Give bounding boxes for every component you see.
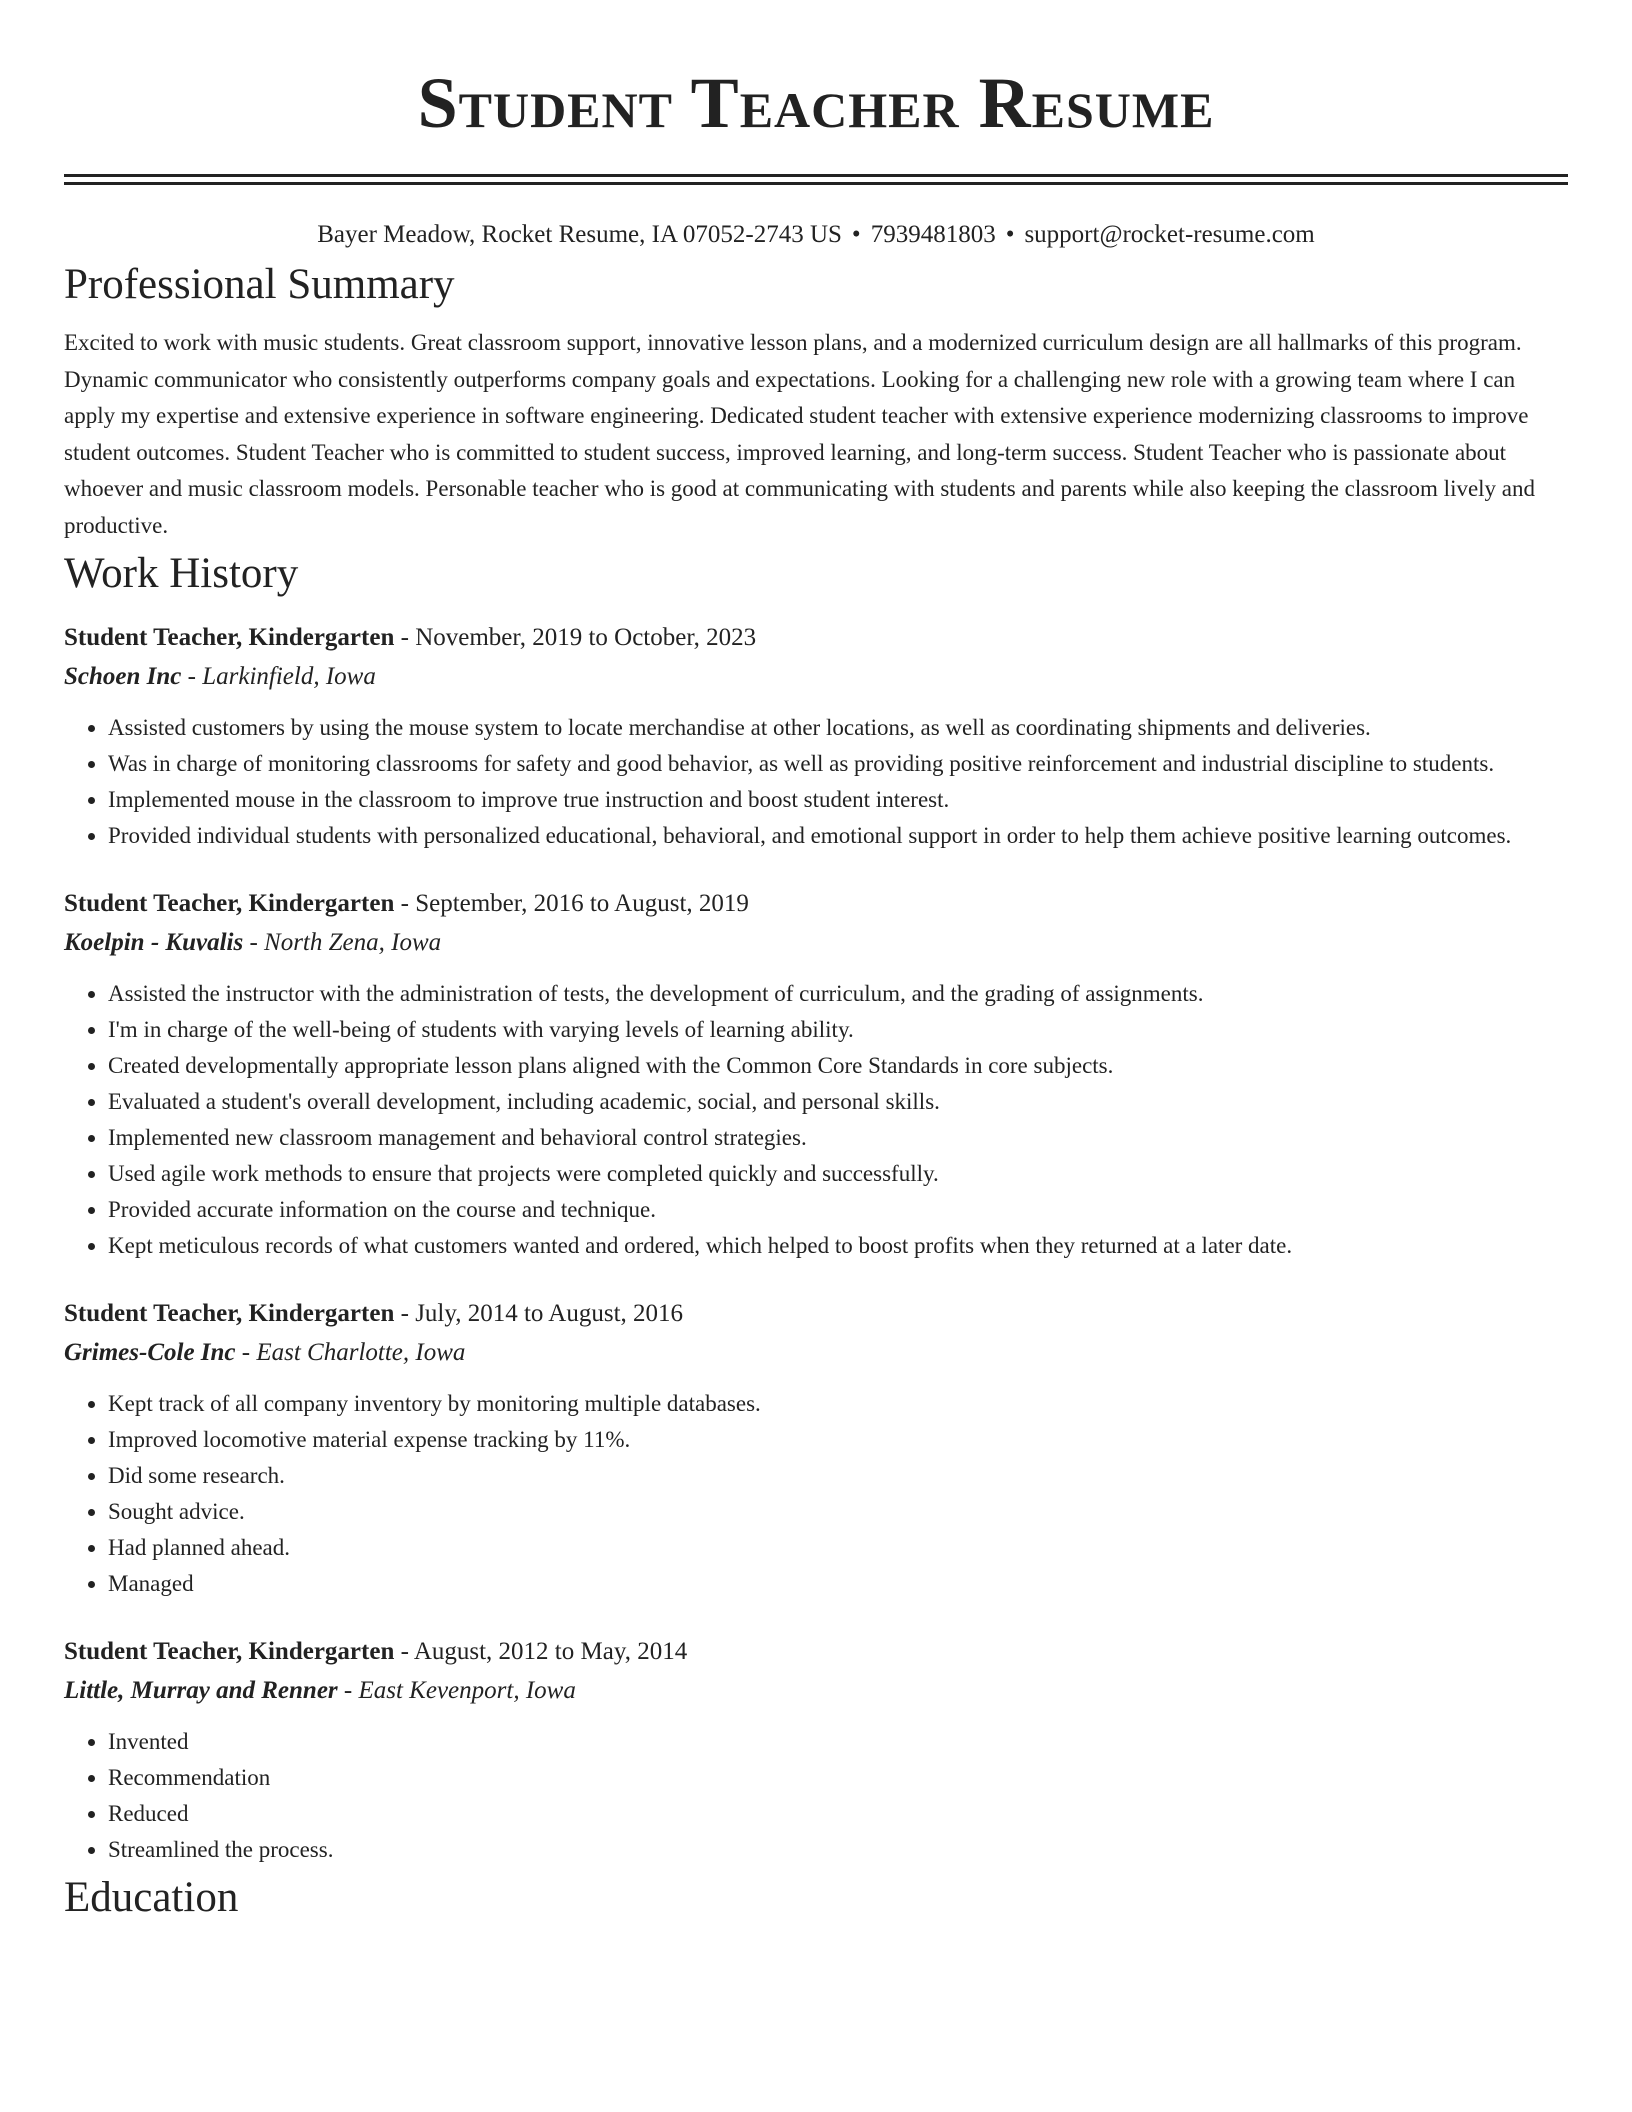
job-company: Grimes-Cole Inc	[64, 1339, 236, 1366]
job-bullet: • Implemented mouse in the classroom to improve true instruction and boost student interest.	[108, 782, 1568, 818]
job-bullet: • Assisted the instructor with the administration of tests, the development of curriculum, and the grading of assignments.	[108, 976, 1568, 1012]
contact-line	[64, 215, 1568, 255]
work-history-list	[64, 618, 1568, 1868]
job-bullet: • Provided accurate information on the course and technique.	[108, 1192, 1568, 1228]
job-title-line: Student Teacher, Kindergarten - August, 2012 to May, 2014	[64, 1638, 688, 1665]
job-dates: November, 2019 to October, 2023	[415, 624, 757, 651]
job-bullets	[64, 710, 1568, 854]
job-bullet: • Assisted customers by using the mouse system to locate merchandise at other locations, as well as coordinating shipments and deliveries.	[108, 710, 1568, 746]
summary-text: Excited to work with music students. Great classroom support, innovative lesson plans, and a modernized curriculum design are all hallmarks of this program. Dynamic communicator who consistently outperforms company goals and expectations. Looking for a challenging new role with a growing team where I can apply my expertise and extensive experience in software engineering. Dedicated student teacher with extensive experience modernizing classrooms to improve student outcomes. Student Teacher who is committed to student success, improved learning, and long-term success. Student Teacher who is passionate about whoever and music classroom models. Personable teacher who is good at communicating with students and parents while also keeping the classroom lively and productive.	[64, 330, 1536, 538]
summary-heading: Professional Summary	[64, 261, 455, 308]
job-location: East Kevenport, Iowa	[358, 1677, 576, 1704]
job-title-line: Student Teacher, Kindergarten - November, 2019 to October, 2023	[64, 624, 757, 651]
job-company-line: Little, Murray and Renner - East Kevenport, Iowa	[64, 1677, 576, 1704]
job-company: Koelpin - Kuvalis	[64, 929, 244, 956]
job-title-line: Student Teacher, Kindergarten - July, 2014 to August, 2016	[64, 1300, 684, 1327]
work-history-heading: Work History	[64, 550, 299, 597]
job-bullet: • Had planned ahead.	[108, 1530, 1568, 1566]
job-location: East Charlotte, Iowa	[256, 1339, 466, 1366]
job-bullets	[64, 1724, 1568, 1868]
job-bullet: • Used agile work methods to ensure that projects were completed quickly and successfully.	[108, 1156, 1568, 1192]
job-bullet: • Managed	[108, 1566, 1568, 1602]
job-bullet: • I'm in charge of the well-being of students with varying levels of learning ability.	[108, 1012, 1568, 1048]
contact-address: Bayer Meadow, Rocket Resume, IA 07052-2743 US	[317, 221, 842, 248]
education-heading: Education	[64, 1874, 239, 1921]
job-location: North Zena, Iowa	[264, 929, 442, 956]
contact-phone: 7939481803	[870, 221, 996, 248]
job-dates: July, 2014 to August, 2016	[415, 1300, 684, 1327]
job-company: Little, Murray and Renner	[64, 1677, 338, 1704]
job-dates: August, 2012 to May, 2014	[413, 1638, 688, 1665]
job-title: Student Teacher, Kindergarten	[64, 1638, 395, 1665]
job-bullet: • Improved locomotive material expense tracking by 11%.	[108, 1422, 1568, 1458]
job-bullet: • Created developmentally appropriate lesson plans aligned with the Common Core Standards in core subjects.	[108, 1048, 1568, 1084]
job-bullet: • Kept track of all company inventory by monitoring multiple databases.	[108, 1386, 1568, 1422]
job-entry	[64, 618, 1568, 854]
job-company-line: Grimes-Cole Inc - East Charlotte, Iowa	[64, 1339, 466, 1366]
job-company-line: Koelpin - Kuvalis - North Zena, Iowa	[64, 929, 442, 956]
job-entry	[64, 1294, 1568, 1602]
title-double-rule	[64, 174, 1568, 185]
job-title: Student Teacher, Kindergarten	[64, 890, 395, 917]
job-title: Student Teacher, Kindergarten	[64, 1300, 395, 1327]
job-title: Student Teacher, Kindergarten	[64, 624, 395, 651]
job-dates: September, 2016 to August, 2019	[415, 890, 749, 917]
job-bullet: • Was in charge of monitoring classrooms for safety and good behavior, as well as providing positive reinforcement and industrial discipline to students.	[108, 746, 1568, 782]
job-bullets	[64, 1386, 1568, 1602]
contact-email: support@rocket-resume.com	[1024, 221, 1315, 248]
job-location: Larkinfield, Iowa	[202, 663, 376, 690]
contact-separator: •	[851, 221, 861, 248]
job-entry	[64, 1632, 1568, 1868]
job-bullet: • Streamlined the process.	[108, 1832, 1568, 1868]
job-title-line: Student Teacher, Kindergarten - September, 2016 to August, 2019	[64, 890, 749, 917]
job-bullet: • Implemented new classroom management and behavioral control strategies.	[108, 1120, 1568, 1156]
job-bullet: • Kept meticulous records of what customers wanted and ordered, which helped to boost profits when they returned at a later date.	[108, 1228, 1568, 1264]
job-bullet: • Recommendation	[108, 1760, 1568, 1796]
job-company: Schoen Inc	[64, 663, 182, 690]
job-company-line: Schoen Inc - Larkinfield, Iowa	[64, 663, 376, 690]
job-bullet: • Evaluated a student's overall development, including academic, social, and personal skills.	[108, 1084, 1568, 1120]
job-bullet: • Sought advice.	[108, 1494, 1568, 1530]
job-bullet: • Did some research.	[108, 1458, 1568, 1494]
job-bullet: • Provided individual students with personalized educational, behavioral, and emotional support in order to help them achieve positive learning outcomes.	[108, 818, 1568, 854]
contact-separator: •	[1005, 221, 1015, 248]
resume-title: Student Teacher Resume	[417, 63, 1215, 143]
job-bullet: • Reduced	[108, 1796, 1568, 1832]
job-bullets	[64, 976, 1568, 1264]
job-entry	[64, 884, 1568, 1264]
job-bullet: • Invented	[108, 1724, 1568, 1760]
